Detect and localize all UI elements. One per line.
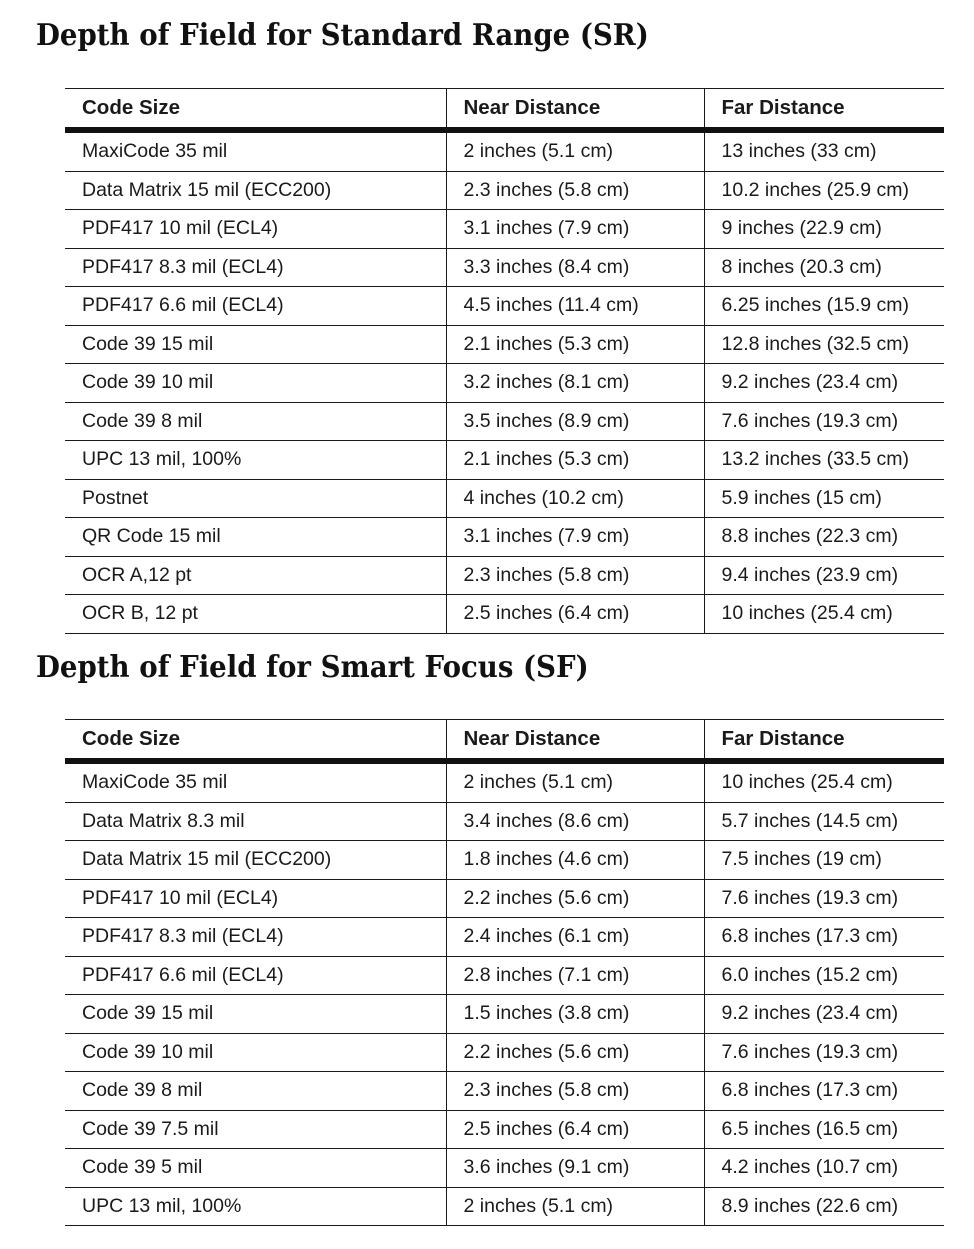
table-row xyxy=(65,210,944,249)
cell-code-size: MaxiCode 35 mil xyxy=(65,130,446,171)
table-row xyxy=(65,1110,944,1149)
table-row xyxy=(65,879,944,918)
cell-far-distance: 7.5 inches (19 cm) xyxy=(704,841,944,880)
table-row xyxy=(65,995,944,1034)
cell-far-distance: 10.2 inches (25.9 cm) xyxy=(704,171,944,210)
cell-code-size: Code 39 8 mil xyxy=(65,1072,446,1111)
cell-far-distance: 6.8 inches (17.3 cm) xyxy=(704,1072,944,1111)
cell-near-distance: 4 inches (10.2 cm) xyxy=(446,479,704,518)
cell-code-size: UPC 13 mil, 100% xyxy=(65,441,446,480)
cell-code-size: Code 39 8 mil xyxy=(65,402,446,441)
cell-far-distance: 9.4 inches (23.9 cm) xyxy=(704,556,944,595)
table-row xyxy=(65,171,944,210)
cell-far-distance: 9.2 inches (23.4 cm) xyxy=(704,995,944,1034)
table-body xyxy=(65,761,944,1226)
cell-far-distance: 7.6 inches (19.3 cm) xyxy=(704,1033,944,1072)
cell-near-distance: 1.8 inches (4.6 cm) xyxy=(446,841,704,880)
cell-code-size: MaxiCode 35 mil xyxy=(65,761,446,802)
cell-far-distance: 5.9 inches (15 cm) xyxy=(704,479,944,518)
cell-code-size: UPC 13 mil, 100% xyxy=(65,1187,446,1226)
table-row xyxy=(65,595,944,634)
cell-code-size: Data Matrix 8.3 mil xyxy=(65,802,446,841)
cell-code-size: OCR B, 12 pt xyxy=(65,595,446,634)
table-row xyxy=(65,918,944,957)
cell-near-distance: 2 inches (5.1 cm) xyxy=(446,1187,704,1226)
cell-near-distance: 3.1 inches (7.9 cm) xyxy=(446,210,704,249)
cell-far-distance: 13.2 inches (33.5 cm) xyxy=(704,441,944,480)
cell-near-distance: 2.3 inches (5.8 cm) xyxy=(446,556,704,595)
section-title-standard-range: Depth of Field for Standard Range (SR) xyxy=(36,18,649,53)
cell-code-size: PDF417 8.3 mil (ECL4) xyxy=(65,918,446,957)
cell-far-distance: 12.8 inches (32.5 cm) xyxy=(704,325,944,364)
cell-code-size: Code 39 10 mil xyxy=(65,364,446,403)
table-row xyxy=(65,761,944,802)
cell-near-distance: 3.6 inches (9.1 cm) xyxy=(446,1149,704,1188)
table-row xyxy=(65,248,944,287)
cell-near-distance: 3.2 inches (8.1 cm) xyxy=(446,364,704,403)
table-row xyxy=(65,130,944,171)
cell-code-size: OCR A,12 pt xyxy=(65,556,446,595)
table-row xyxy=(65,1187,944,1226)
cell-code-size: Postnet xyxy=(65,479,446,518)
cell-near-distance: 3.4 inches (8.6 cm) xyxy=(446,802,704,841)
table-body xyxy=(65,130,944,633)
table-row xyxy=(65,802,944,841)
table-row xyxy=(65,287,944,326)
section-title-smart-focus: Depth of Field for Smart Focus (SF) xyxy=(36,650,589,685)
table-header-row xyxy=(65,720,944,762)
cell-near-distance: 2.5 inches (6.4 cm) xyxy=(446,1110,704,1149)
cell-code-size: PDF417 6.6 mil (ECL4) xyxy=(65,287,446,326)
cell-code-size: PDF417 10 mil (ECL4) xyxy=(65,210,446,249)
column-header-code-size: Code Size xyxy=(65,89,446,131)
cell-code-size: Code 39 10 mil xyxy=(65,1033,446,1072)
cell-code-size: Code 39 15 mil xyxy=(65,995,446,1034)
depth-of-field-table-standard-range xyxy=(65,88,944,634)
cell-near-distance: 2.5 inches (6.4 cm) xyxy=(446,595,704,634)
cell-code-size: Data Matrix 15 mil (ECC200) xyxy=(65,171,446,210)
cell-code-size: Data Matrix 15 mil (ECC200) xyxy=(65,841,446,880)
cell-far-distance: 13 inches (33 cm) xyxy=(704,130,944,171)
cell-code-size: PDF417 8.3 mil (ECL4) xyxy=(65,248,446,287)
cell-far-distance: 10 inches (25.4 cm) xyxy=(704,595,944,634)
cell-far-distance: 6.0 inches (15.2 cm) xyxy=(704,956,944,995)
table-row xyxy=(65,841,944,880)
cell-far-distance: 7.6 inches (19.3 cm) xyxy=(704,402,944,441)
cell-near-distance: 2.3 inches (5.8 cm) xyxy=(446,1072,704,1111)
table-row xyxy=(65,441,944,480)
cell-near-distance: 2.2 inches (5.6 cm) xyxy=(446,879,704,918)
cell-near-distance: 2 inches (5.1 cm) xyxy=(446,761,704,802)
cell-code-size: PDF417 6.6 mil (ECL4) xyxy=(65,956,446,995)
cell-far-distance: 9 inches (22.9 cm) xyxy=(704,210,944,249)
cell-far-distance: 8.9 inches (22.6 cm) xyxy=(704,1187,944,1226)
cell-far-distance: 10 inches (25.4 cm) xyxy=(704,761,944,802)
cell-near-distance: 2 inches (5.1 cm) xyxy=(446,130,704,171)
column-header-far-distance: Far Distance xyxy=(704,89,944,131)
cell-near-distance: 2.2 inches (5.6 cm) xyxy=(446,1033,704,1072)
cell-near-distance: 4.5 inches (11.4 cm) xyxy=(446,287,704,326)
depth-of-field-table-smart-focus xyxy=(65,719,944,1226)
cell-code-size: Code 39 7.5 mil xyxy=(65,1110,446,1149)
cell-far-distance: 8.8 inches (22.3 cm) xyxy=(704,518,944,557)
cell-code-size: Code 39 15 mil xyxy=(65,325,446,364)
cell-near-distance: 2.8 inches (7.1 cm) xyxy=(446,956,704,995)
table-row xyxy=(65,1149,944,1188)
cell-far-distance: 8 inches (20.3 cm) xyxy=(704,248,944,287)
table-header-row xyxy=(65,89,944,131)
cell-near-distance: 3.1 inches (7.9 cm) xyxy=(446,518,704,557)
column-header-near-distance: Near Distance xyxy=(446,720,704,762)
cell-far-distance: 9.2 inches (23.4 cm) xyxy=(704,364,944,403)
cell-near-distance: 2.3 inches (5.8 cm) xyxy=(446,171,704,210)
table-row xyxy=(65,956,944,995)
table-row xyxy=(65,325,944,364)
cell-near-distance: 1.5 inches (3.8 cm) xyxy=(446,995,704,1034)
cell-near-distance: 3.3 inches (8.4 cm) xyxy=(446,248,704,287)
cell-near-distance: 2.1 inches (5.3 cm) xyxy=(446,325,704,364)
cell-code-size: Code 39 5 mil xyxy=(65,1149,446,1188)
cell-far-distance: 6.25 inches (15.9 cm) xyxy=(704,287,944,326)
cell-far-distance: 6.8 inches (17.3 cm) xyxy=(704,918,944,957)
table-row xyxy=(65,1033,944,1072)
cell-far-distance: 7.6 inches (19.3 cm) xyxy=(704,879,944,918)
cell-code-size: PDF417 10 mil (ECL4) xyxy=(65,879,446,918)
table-row xyxy=(65,402,944,441)
table-row xyxy=(65,556,944,595)
cell-near-distance: 3.5 inches (8.9 cm) xyxy=(446,402,704,441)
column-header-code-size: Code Size xyxy=(65,720,446,762)
table-row xyxy=(65,518,944,557)
cell-far-distance: 6.5 inches (16.5 cm) xyxy=(704,1110,944,1149)
cell-near-distance: 2.1 inches (5.3 cm) xyxy=(446,441,704,480)
table-row xyxy=(65,1072,944,1111)
cell-far-distance: 4.2 inches (10.7 cm) xyxy=(704,1149,944,1188)
cell-near-distance: 2.4 inches (6.1 cm) xyxy=(446,918,704,957)
table-row xyxy=(65,364,944,403)
cell-far-distance: 5.7 inches (14.5 cm) xyxy=(704,802,944,841)
table-row xyxy=(65,479,944,518)
column-header-far-distance: Far Distance xyxy=(704,720,944,762)
cell-code-size: QR Code 15 mil xyxy=(65,518,446,557)
column-header-near-distance: Near Distance xyxy=(446,89,704,131)
